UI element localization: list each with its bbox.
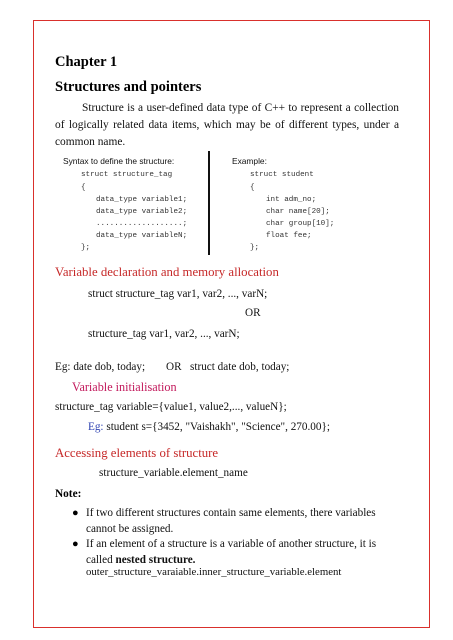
- syntax-code-line: data_type variableN;: [96, 232, 188, 240]
- initialisation-syntax: structure_tag variable={value1, value2,..., valueN};: [55, 401, 287, 413]
- example-code-line: float fee;: [266, 232, 312, 240]
- access-heading: Accessing elements of structure: [55, 446, 219, 460]
- syntax-label: Syntax to define the structure:: [63, 156, 175, 166]
- example-code-line: char name[20];: [266, 208, 330, 216]
- initialisation-example: [88, 421, 330, 433]
- declaration-syntax-1: struct structure_tag var1, var2, ..., varN;: [88, 288, 268, 300]
- example-code-line: char group[10];: [266, 220, 335, 228]
- intro-paragraph: [55, 100, 399, 151]
- example-code-line: int adm_no;: [266, 196, 317, 204]
- example-code-line: {: [250, 184, 255, 192]
- bullet-icon: ●: [72, 507, 79, 519]
- bullet-icon: ●: [72, 538, 79, 550]
- chapter-title: Chapter 1: [55, 54, 118, 70]
- eg-or: OR: [166, 361, 182, 373]
- example-code-line: };: [250, 244, 260, 252]
- initialisation-example-text: student s={3452, "Vaishakh", "Science", 270.00};: [106, 421, 330, 433]
- eg-declaration-alt: struct date dob, today;: [190, 361, 290, 373]
- code-divider: [208, 151, 210, 255]
- eg-declaration: Eg: date dob, today;: [55, 361, 146, 373]
- example-code-line: struct student: [250, 171, 314, 179]
- syntax-code-line: struct structure_tag: [81, 171, 173, 179]
- declaration-heading: Variable declaration and memory allocation: [55, 265, 279, 279]
- access-syntax: structure_variable.element_name: [99, 467, 248, 479]
- declaration-syntax-2: structure_tag var1, var2, ..., varN;: [88, 328, 240, 340]
- syntax-code-line: data_type variable2;: [96, 208, 188, 216]
- eg-prefix: Eg:: [88, 421, 104, 433]
- example-label: Example:: [232, 156, 267, 166]
- syntax-code-line: ...................;: [96, 220, 188, 228]
- nested-access-syntax: outer_structure_varaiable.inner_structure_variable.element: [86, 566, 342, 578]
- syntax-code-line: {: [81, 184, 86, 192]
- syntax-code-line: data_type variable1;: [96, 196, 188, 204]
- intro-text: Structure is a user-defined data type of C++ to represent a collection of logically related data items, which may be of different types, under a common name.: [55, 102, 399, 148]
- note-bullet-1: If two different structures contain same elements, there variables cannot be assigned.: [86, 507, 376, 535]
- note-bullet-2: [86, 537, 396, 568]
- declaration-or: OR: [245, 307, 261, 319]
- note-label: Note:: [55, 488, 82, 500]
- syntax-code-line: };: [81, 244, 91, 252]
- initialisation-heading: Variable initialisation: [72, 380, 177, 394]
- section-heading: Structures and pointers: [55, 79, 202, 95]
- note-bullet-2-text: If an element of a structure is a variable of another structure, it is called: [86, 538, 377, 566]
- nested-structure-term: nested structure.: [115, 553, 196, 566]
